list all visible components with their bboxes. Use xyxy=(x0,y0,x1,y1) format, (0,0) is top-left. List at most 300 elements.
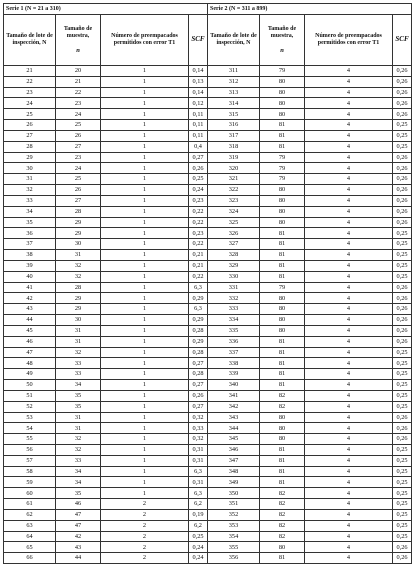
table-row xyxy=(4,423,412,434)
right-lot-size-cell: 353 xyxy=(208,520,260,531)
left-sample-size-cell: 42 xyxy=(56,531,101,542)
right-lot-size-cell: 332 xyxy=(208,293,260,304)
right-sample-size-cell: 82 xyxy=(260,520,305,531)
right-lot-size-cell: 355 xyxy=(208,542,260,553)
left-scf-cell: 0,26 xyxy=(189,163,208,174)
right-allowed-cell: 4 xyxy=(305,185,393,196)
right-sample-size-cell: 82 xyxy=(260,499,305,510)
table-row xyxy=(4,66,412,77)
right-allowed-cell: 4 xyxy=(305,163,393,174)
right-sample-size-cell: 80 xyxy=(260,109,305,120)
left-scf-cell: 0,12 xyxy=(189,98,208,109)
right-scf-cell: 0,26 xyxy=(393,423,412,434)
right-lot-size-cell: 342 xyxy=(208,401,260,412)
table-row xyxy=(4,130,412,141)
right-lot-size-cell: 345 xyxy=(208,434,260,445)
left-allowed-cell: 1 xyxy=(101,260,189,271)
right-allowed-cell: 4 xyxy=(305,380,393,391)
table-row xyxy=(4,369,412,380)
left-scf-cell: 0,28 xyxy=(189,369,208,380)
left-sample-size-cell: 31 xyxy=(56,336,101,347)
left-allowed-cell: 1 xyxy=(101,347,189,358)
right-sample-size-cell: 80 xyxy=(260,195,305,206)
right-lot-size-cell: 354 xyxy=(208,531,260,542)
right-lot-size-cell: 348 xyxy=(208,466,260,477)
left-scf-cell: 0,23 xyxy=(189,195,208,206)
left-sample-size-cell: 26 xyxy=(56,185,101,196)
left-lot-size-cell: 28 xyxy=(4,141,56,152)
left-scf-cell: 0,32 xyxy=(189,412,208,423)
left-scf-cell: 6,3 xyxy=(189,282,208,293)
right-lot-size-cell: 311 xyxy=(208,66,260,77)
left-sample-size-cell: 33 xyxy=(56,369,101,380)
left-sample-size-cell: 20 xyxy=(56,66,101,77)
left-scf-cell: 0,27 xyxy=(189,358,208,369)
right-scf-cell: 0,25 xyxy=(393,260,412,271)
left-scf-cell: 0,22 xyxy=(189,239,208,250)
right-allowed-cell: 4 xyxy=(305,444,393,455)
right-sample-size-cell: 80 xyxy=(260,315,305,326)
right-sample-size-cell: 79 xyxy=(260,152,305,163)
right-sample-size-cell: 80 xyxy=(260,206,305,217)
table-row xyxy=(4,282,412,293)
right-scf-cell: 0,26 xyxy=(393,336,412,347)
right-lot-size-cell: 324 xyxy=(208,206,260,217)
right-scf-cell: 0,25 xyxy=(393,477,412,488)
left-sample-size-cell: 29 xyxy=(56,304,101,315)
left-scf-cell: 0,31 xyxy=(189,455,208,466)
left-scf-cell: 0,25 xyxy=(189,531,208,542)
left-sample-size-cell: 24 xyxy=(56,109,101,120)
right-sample-size-cell: 82 xyxy=(260,509,305,520)
left-lot-size-cell: 49 xyxy=(4,369,56,380)
left-sample-size-cell: 44 xyxy=(56,553,101,564)
right-scf-cell: 0,26 xyxy=(393,217,412,228)
right-scf-cell: 0,25 xyxy=(393,369,412,380)
left-sample-size-cell: 32 xyxy=(56,444,101,455)
table-row xyxy=(4,174,412,185)
right-scf-cell: 0,25 xyxy=(393,380,412,391)
left-scf-cell: 0,31 xyxy=(189,444,208,455)
left-lot-size-cell: 25 xyxy=(4,109,56,120)
right-sample-size-cell: 81 xyxy=(260,141,305,152)
right-scf-cell: 0,26 xyxy=(393,315,412,326)
left-sample-size-cell: 47 xyxy=(56,509,101,520)
left-scf-cell: 0,22 xyxy=(189,206,208,217)
right-allowed-cell: 4 xyxy=(305,358,393,369)
table-row xyxy=(4,260,412,271)
left-sample-size-cell: 32 xyxy=(56,271,101,282)
left-lot-size-cell: 27 xyxy=(4,130,56,141)
left-allowed-cell: 1 xyxy=(101,130,189,141)
right-lot-size-cell: 314 xyxy=(208,98,260,109)
right-scf-cell: 0,26 xyxy=(393,206,412,217)
right-scf-cell: 0,26 xyxy=(393,325,412,336)
left-allowed-cell: 1 xyxy=(101,98,189,109)
right-lot-size-cell: 313 xyxy=(208,87,260,98)
table-row xyxy=(4,304,412,315)
right-scf-cell: 0,25 xyxy=(393,250,412,261)
left-sample-size-cell: 32 xyxy=(56,347,101,358)
left-allowed-cell: 1 xyxy=(101,195,189,206)
left-scf-cell: 0,27 xyxy=(189,152,208,163)
right-sample-size-cell: 81 xyxy=(260,336,305,347)
left-sample-size-cell: 43 xyxy=(56,542,101,553)
left-allowed-cell: 2 xyxy=(101,499,189,510)
left-sample-size-cell: 22 xyxy=(56,87,101,98)
left-sample-size-cell: 33 xyxy=(56,455,101,466)
right-scf-cell: 0,26 xyxy=(393,66,412,77)
left-sample-size-cell: 29 xyxy=(56,217,101,228)
left-lot-size-cell: 50 xyxy=(4,380,56,391)
right-allowed-cell: 4 xyxy=(305,293,393,304)
right-sample-size-cell: 79 xyxy=(260,174,305,185)
left-sample-size-cell: 28 xyxy=(56,282,101,293)
left-allowed-cell: 2 xyxy=(101,520,189,531)
right-sample-size-cell: 81 xyxy=(260,369,305,380)
left-lot-size-cell: 40 xyxy=(4,271,56,282)
right-sample-size-cell: 80 xyxy=(260,434,305,445)
left-allowed-cell: 2 xyxy=(101,509,189,520)
right-scf-cell: 0,26 xyxy=(393,282,412,293)
table-row xyxy=(4,380,412,391)
right-sample-size-cell: 79 xyxy=(260,282,305,293)
left-lot-size-cell: 51 xyxy=(4,390,56,401)
left-scf-cell: 0,29 xyxy=(189,315,208,326)
left-scf-cell: 0,11 xyxy=(189,120,208,131)
right-scf-cell: 0,26 xyxy=(393,174,412,185)
right-sample-size-cell: 81 xyxy=(260,120,305,131)
left-lot-size-cell: 44 xyxy=(4,315,56,326)
left-lot-size-cell: 53 xyxy=(4,412,56,423)
left-sample-size-cell: 32 xyxy=(56,260,101,271)
left-allowed-cell: 1 xyxy=(101,271,189,282)
header-lot-size-right: Tamaño de lote de inspección, N xyxy=(208,15,260,66)
table-row xyxy=(4,347,412,358)
table-row xyxy=(4,185,412,196)
right-lot-size-cell: 335 xyxy=(208,325,260,336)
right-lot-size-cell: 312 xyxy=(208,76,260,87)
right-lot-size-cell: 318 xyxy=(208,141,260,152)
header-sample-size-right: Tamaño de muestra, n xyxy=(260,15,305,66)
left-sample-size-cell: 23 xyxy=(56,152,101,163)
table-row xyxy=(4,315,412,326)
right-sample-size-cell: 81 xyxy=(260,466,305,477)
right-allowed-cell: 4 xyxy=(305,336,393,347)
right-sample-size-cell: 80 xyxy=(260,185,305,196)
left-sample-size-cell: 34 xyxy=(56,477,101,488)
left-allowed-cell: 1 xyxy=(101,412,189,423)
right-sample-size-cell: 81 xyxy=(260,444,305,455)
right-allowed-cell: 4 xyxy=(305,304,393,315)
table-row xyxy=(4,499,412,510)
series-2-label: Serie 2 (N = 311 a 899) xyxy=(208,4,412,15)
right-lot-size-cell: 316 xyxy=(208,120,260,131)
left-sample-size-cell: 24 xyxy=(56,163,101,174)
left-lot-size-cell: 42 xyxy=(4,293,56,304)
left-sample-size-cell: 29 xyxy=(56,228,101,239)
right-allowed-cell: 4 xyxy=(305,531,393,542)
left-allowed-cell: 1 xyxy=(101,66,189,77)
right-scf-cell: 0,26 xyxy=(393,185,412,196)
left-allowed-cell: 1 xyxy=(101,152,189,163)
left-sample-size-cell: 35 xyxy=(56,488,101,499)
right-sample-size-cell: 80 xyxy=(260,304,305,315)
left-scf-cell: 0,4 xyxy=(189,141,208,152)
table-row xyxy=(4,531,412,542)
left-scf-cell: 0,13 xyxy=(189,76,208,87)
header-scf-right: SCF xyxy=(393,15,412,66)
table-row xyxy=(4,217,412,228)
right-scf-cell: 0,26 xyxy=(393,293,412,304)
table-row xyxy=(4,325,412,336)
left-allowed-cell: 1 xyxy=(101,185,189,196)
right-allowed-cell: 4 xyxy=(305,76,393,87)
right-scf-cell: 0,25 xyxy=(393,239,412,250)
left-scf-cell: 0,29 xyxy=(189,293,208,304)
left-scf-cell: 6,3 xyxy=(189,304,208,315)
left-scf-cell: 0,23 xyxy=(189,228,208,239)
right-sample-size-cell: 81 xyxy=(260,239,305,250)
right-lot-size-cell: 326 xyxy=(208,228,260,239)
table-row xyxy=(4,412,412,423)
right-allowed-cell: 4 xyxy=(305,217,393,228)
left-lot-size-cell: 62 xyxy=(4,509,56,520)
right-scf-cell: 0,26 xyxy=(393,152,412,163)
right-allowed-cell: 4 xyxy=(305,87,393,98)
left-sample-size-cell: 31 xyxy=(56,325,101,336)
right-allowed-cell: 4 xyxy=(305,315,393,326)
left-lot-size-cell: 30 xyxy=(4,163,56,174)
left-scf-cell: 0,22 xyxy=(189,271,208,282)
right-lot-size-cell: 331 xyxy=(208,282,260,293)
right-lot-size-cell: 352 xyxy=(208,509,260,520)
right-scf-cell: 0,26 xyxy=(393,412,412,423)
left-allowed-cell: 1 xyxy=(101,163,189,174)
right-allowed-cell: 4 xyxy=(305,120,393,131)
table-row xyxy=(4,336,412,347)
right-sample-size-cell: 81 xyxy=(260,271,305,282)
right-scf-cell: 0,25 xyxy=(393,520,412,531)
left-lot-size-cell: 58 xyxy=(4,466,56,477)
left-sample-size-cell: 35 xyxy=(56,401,101,412)
left-lot-size-cell: 23 xyxy=(4,87,56,98)
left-allowed-cell: 1 xyxy=(101,120,189,131)
left-scf-cell: 0,21 xyxy=(189,260,208,271)
table-row xyxy=(4,466,412,477)
left-allowed-cell: 1 xyxy=(101,239,189,250)
right-sample-size-cell: 79 xyxy=(260,66,305,77)
left-allowed-cell: 1 xyxy=(101,358,189,369)
left-allowed-cell: 1 xyxy=(101,369,189,380)
right-lot-size-cell: 319 xyxy=(208,152,260,163)
right-sample-size-cell: 82 xyxy=(260,390,305,401)
left-lot-size-cell: 24 xyxy=(4,98,56,109)
right-scf-cell: 0,26 xyxy=(393,304,412,315)
left-allowed-cell: 1 xyxy=(101,141,189,152)
table-row xyxy=(4,434,412,445)
right-scf-cell: 0,25 xyxy=(393,444,412,455)
right-lot-size-cell: 334 xyxy=(208,315,260,326)
left-lot-size-cell: 31 xyxy=(4,174,56,185)
right-lot-size-cell: 315 xyxy=(208,109,260,120)
right-allowed-cell: 4 xyxy=(305,390,393,401)
table-row xyxy=(4,195,412,206)
right-scf-cell: 0,25 xyxy=(393,455,412,466)
right-sample-size-cell: 81 xyxy=(260,380,305,391)
left-allowed-cell: 1 xyxy=(101,455,189,466)
right-allowed-cell: 4 xyxy=(305,282,393,293)
left-lot-size-cell: 57 xyxy=(4,455,56,466)
right-sample-size-cell: 81 xyxy=(260,250,305,261)
right-lot-size-cell: 351 xyxy=(208,499,260,510)
left-lot-size-cell: 22 xyxy=(4,76,56,87)
right-scf-cell: 0,26 xyxy=(393,98,412,109)
right-sample-size-cell: 81 xyxy=(260,477,305,488)
left-allowed-cell: 1 xyxy=(101,282,189,293)
right-scf-cell: 0,25 xyxy=(393,466,412,477)
left-lot-size-cell: 39 xyxy=(4,260,56,271)
right-allowed-cell: 4 xyxy=(305,195,393,206)
left-scf-cell: 0,14 xyxy=(189,66,208,77)
right-allowed-cell: 4 xyxy=(305,488,393,499)
right-scf-cell: 0,26 xyxy=(393,553,412,564)
right-lot-size-cell: 350 xyxy=(208,488,260,499)
header-allowed-left: Número de preempacados permitidos con error T1 xyxy=(101,15,189,66)
right-lot-size-cell: 329 xyxy=(208,260,260,271)
left-sample-size-cell: 46 xyxy=(56,499,101,510)
series-1-label: Serie 1 (N = 21 a 310) xyxy=(4,4,208,15)
left-lot-size-cell: 65 xyxy=(4,542,56,553)
right-allowed-cell: 4 xyxy=(305,109,393,120)
left-lot-size-cell: 66 xyxy=(4,553,56,564)
right-lot-size-cell: 323 xyxy=(208,195,260,206)
right-sample-size-cell: 80 xyxy=(260,217,305,228)
left-sample-size-cell: 30 xyxy=(56,239,101,250)
left-scf-cell: 0,11 xyxy=(189,109,208,120)
left-scf-cell: 0,33 xyxy=(189,423,208,434)
left-allowed-cell: 1 xyxy=(101,304,189,315)
left-allowed-cell: 1 xyxy=(101,87,189,98)
right-lot-size-cell: 336 xyxy=(208,336,260,347)
table-row xyxy=(4,553,412,564)
right-allowed-cell: 4 xyxy=(305,434,393,445)
header-sample-size-left: Tamaño de muestra, n xyxy=(56,15,101,66)
left-sample-size-cell: 31 xyxy=(56,250,101,261)
right-lot-size-cell: 341 xyxy=(208,390,260,401)
left-lot-size-cell: 63 xyxy=(4,520,56,531)
left-allowed-cell: 1 xyxy=(101,109,189,120)
right-sample-size-cell: 81 xyxy=(260,260,305,271)
table-row xyxy=(4,120,412,131)
left-sample-size-cell: 28 xyxy=(56,206,101,217)
left-scf-cell: 6,3 xyxy=(189,488,208,499)
left-lot-size-cell: 52 xyxy=(4,401,56,412)
left-lot-size-cell: 37 xyxy=(4,239,56,250)
document-page xyxy=(3,3,411,564)
right-scf-cell: 0,25 xyxy=(393,130,412,141)
left-allowed-cell: 1 xyxy=(101,390,189,401)
right-allowed-cell: 4 xyxy=(305,152,393,163)
table-row xyxy=(4,152,412,163)
left-sample-size-cell: 26 xyxy=(56,130,101,141)
table-row xyxy=(4,488,412,499)
left-lot-size-cell: 59 xyxy=(4,477,56,488)
left-lot-size-cell: 34 xyxy=(4,206,56,217)
right-sample-size-cell: 80 xyxy=(260,423,305,434)
right-lot-size-cell: 337 xyxy=(208,347,260,358)
right-allowed-cell: 4 xyxy=(305,553,393,564)
table-row xyxy=(4,98,412,109)
right-lot-size-cell: 340 xyxy=(208,380,260,391)
right-scf-cell: 0,25 xyxy=(393,531,412,542)
right-allowed-cell: 4 xyxy=(305,401,393,412)
right-allowed-cell: 4 xyxy=(305,66,393,77)
right-sample-size-cell: 82 xyxy=(260,401,305,412)
right-sample-size-cell: 81 xyxy=(260,347,305,358)
left-allowed-cell: 2 xyxy=(101,553,189,564)
left-sample-size-cell: 21 xyxy=(56,76,101,87)
series-row xyxy=(4,4,412,15)
right-lot-size-cell: 328 xyxy=(208,250,260,261)
right-allowed-cell: 4 xyxy=(305,130,393,141)
left-lot-size-cell: 46 xyxy=(4,336,56,347)
left-sample-size-cell: 34 xyxy=(56,380,101,391)
left-lot-size-cell: 45 xyxy=(4,325,56,336)
table-row xyxy=(4,87,412,98)
left-scf-cell: 0,24 xyxy=(189,185,208,196)
left-sample-size-cell: 27 xyxy=(56,195,101,206)
left-scf-cell: 0,24 xyxy=(189,542,208,553)
left-lot-size-cell: 56 xyxy=(4,444,56,455)
left-allowed-cell: 1 xyxy=(101,325,189,336)
left-sample-size-cell: 25 xyxy=(56,120,101,131)
right-scf-cell: 0,25 xyxy=(393,141,412,152)
right-sample-size-cell: 79 xyxy=(260,163,305,174)
left-sample-size-cell: 29 xyxy=(56,293,101,304)
table-row xyxy=(4,271,412,282)
right-scf-cell: 0,25 xyxy=(393,390,412,401)
left-scf-cell: 0,29 xyxy=(189,336,208,347)
left-scf-cell: 6,2 xyxy=(189,499,208,510)
left-allowed-cell: 1 xyxy=(101,250,189,261)
left-lot-size-cell: 26 xyxy=(4,120,56,131)
left-lot-size-cell: 41 xyxy=(4,282,56,293)
table-row xyxy=(4,293,412,304)
table-row xyxy=(4,76,412,87)
left-lot-size-cell: 55 xyxy=(4,434,56,445)
right-sample-size-cell: 80 xyxy=(260,325,305,336)
table-row xyxy=(4,228,412,239)
right-sample-size-cell: 82 xyxy=(260,531,305,542)
right-allowed-cell: 4 xyxy=(305,141,393,152)
left-sample-size-cell: 31 xyxy=(56,423,101,434)
table-row xyxy=(4,390,412,401)
left-allowed-cell: 1 xyxy=(101,434,189,445)
right-allowed-cell: 4 xyxy=(305,271,393,282)
left-scf-cell: 0,32 xyxy=(189,434,208,445)
right-scf-cell: 0,26 xyxy=(393,109,412,120)
left-scf-cell: 0,28 xyxy=(189,347,208,358)
left-scf-cell: 0,21 xyxy=(189,250,208,261)
left-allowed-cell: 1 xyxy=(101,444,189,455)
right-scf-cell: 0,26 xyxy=(393,87,412,98)
left-allowed-cell: 2 xyxy=(101,531,189,542)
table-row xyxy=(4,520,412,531)
left-lot-size-cell: 36 xyxy=(4,228,56,239)
right-scf-cell: 0,25 xyxy=(393,347,412,358)
right-allowed-cell: 4 xyxy=(305,206,393,217)
